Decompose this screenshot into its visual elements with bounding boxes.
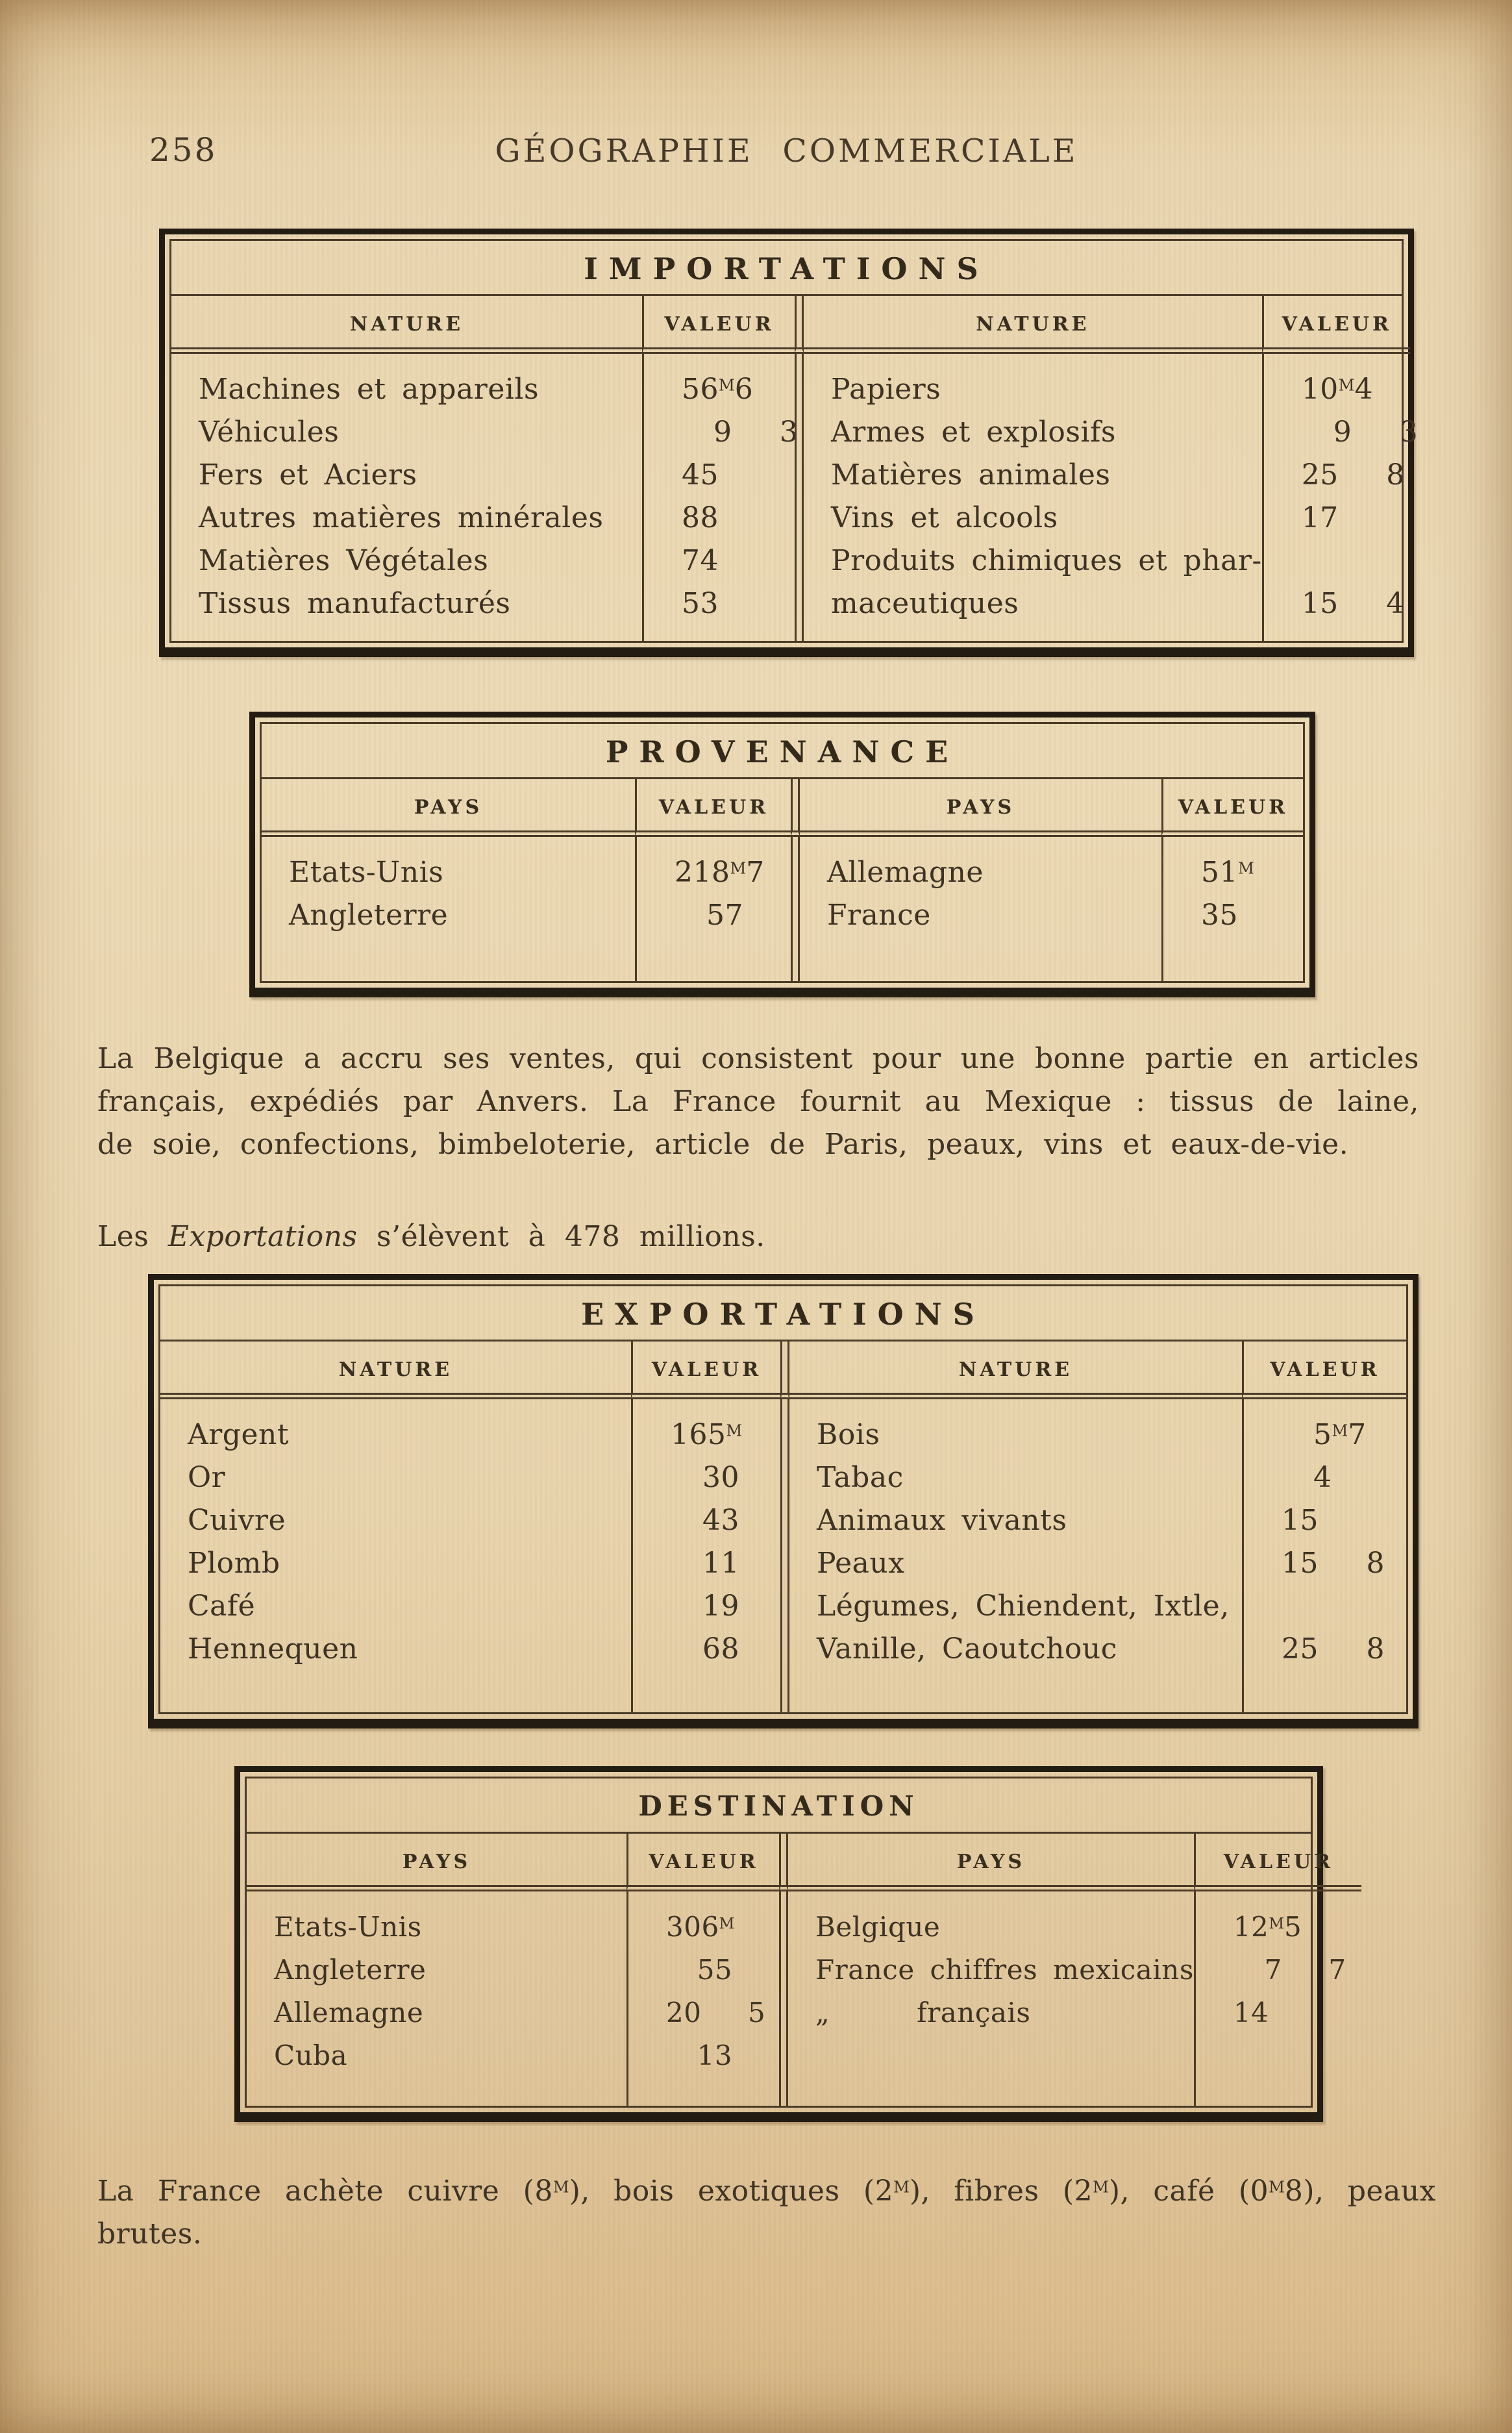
importations-table bbox=[159, 229, 1419, 657]
destination-grid bbox=[247, 1834, 1346, 2106]
table-cell: 20 5 bbox=[666, 1997, 766, 2028]
importations-title: IMPORTATIONS bbox=[171, 241, 1402, 296]
table-cell: 19 bbox=[671, 1590, 739, 1623]
paragraph-text: Les bbox=[97, 1220, 168, 1253]
table-cell: $5^M7$ bbox=[1282, 1418, 1367, 1451]
destination-right-pays-column bbox=[788, 1891, 1194, 2106]
exportations-grid bbox=[160, 1341, 1406, 1712]
table-cell: 15 4 bbox=[1301, 587, 1405, 620]
provenance-table bbox=[249, 712, 1315, 997]
table-cell: Animaux vivants bbox=[817, 1504, 1067, 1537]
table-cell: $218^M7$ bbox=[675, 856, 765, 889]
half-separator bbox=[780, 1399, 789, 1712]
provenance-left-pays-column bbox=[262, 837, 635, 981]
column-header: NATURE bbox=[160, 1341, 631, 1399]
table-cell: Armes et explosifs bbox=[831, 416, 1116, 449]
table-cell: Tissus manufacturés bbox=[199, 587, 511, 620]
table-cell: 74 bbox=[682, 544, 719, 577]
table-cell: France chiffres mexicains bbox=[815, 1954, 1194, 1986]
table-cell: 88 bbox=[682, 501, 719, 534]
table-cell: $56^M6$ bbox=[682, 373, 754, 406]
column-header: NATURE bbox=[789, 1341, 1242, 1399]
table-cell: Etats-Unis bbox=[289, 856, 444, 889]
table-cell: 30 bbox=[671, 1461, 739, 1494]
destination-right-valeur-column bbox=[1194, 1891, 1361, 2106]
column-header: PAYS bbox=[262, 779, 635, 837]
table-cell: Belgique bbox=[815, 1911, 941, 1943]
provenance-grid bbox=[262, 779, 1303, 981]
table-cell: Autres matières minérales bbox=[199, 501, 604, 534]
column-header: VALEUR bbox=[626, 1834, 779, 1891]
table-cell: 25 8 bbox=[1282, 1632, 1385, 1666]
exportations-table bbox=[148, 1274, 1419, 1728]
table-cell: $51^M$ bbox=[1201, 856, 1254, 889]
exportations-right-valeur-column bbox=[1242, 1399, 1406, 1712]
importations-right-valeur-column bbox=[1262, 354, 1419, 641]
table-cell: Angleterre bbox=[289, 899, 449, 932]
exportations-left-valeur-column bbox=[631, 1399, 780, 1712]
column-header: PAYS bbox=[800, 779, 1161, 837]
table-cell: 7 7 bbox=[1233, 1954, 1346, 1986]
provenance-title: PROVENANCE bbox=[262, 724, 1303, 779]
column-header: VALEUR bbox=[1194, 1834, 1361, 1891]
half-separator bbox=[791, 779, 800, 837]
table-cell: Produits chimiques et phar- bbox=[831, 544, 1262, 577]
provenance-left-valeur-column bbox=[635, 837, 791, 981]
column-header: NATURE bbox=[171, 296, 642, 354]
table-cell: 13 bbox=[666, 2040, 733, 2071]
column-header: VALEUR bbox=[1262, 296, 1410, 354]
importations-grid bbox=[171, 296, 1419, 641]
table-cell: $165^M$ bbox=[671, 1418, 743, 1451]
table-cell: 14 bbox=[1233, 1997, 1269, 2028]
provenance-right-pays-column bbox=[800, 837, 1161, 981]
importations-left-nature-column bbox=[171, 354, 642, 641]
table-cell: 17 bbox=[1301, 501, 1339, 534]
table-cell: 68 bbox=[671, 1632, 739, 1666]
half-separator bbox=[791, 837, 800, 981]
column-header: PAYS bbox=[788, 1834, 1194, 1891]
table-cell: Argent bbox=[188, 1418, 290, 1451]
column-header: VALEUR bbox=[642, 296, 795, 354]
table-cell: Matières animales bbox=[831, 458, 1111, 492]
half-separator bbox=[779, 1834, 788, 1891]
table-cell bbox=[1244, 1585, 1406, 1628]
table-cell: 9 3 bbox=[1301, 416, 1419, 449]
table-cell: 4 bbox=[1282, 1461, 1332, 1494]
destination-left-valeur-column bbox=[626, 1891, 779, 2106]
table-cell: Vins et alcools bbox=[831, 501, 1058, 534]
destination-table-frame bbox=[245, 1777, 1346, 2108]
paragraph-france-purchases: La France achète cuivre $(8^M)$, bois exotiques $(2^M)$, fibres $(2^M)$, café $(0^M8)$, peaux brutes. bbox=[97, 2175, 1436, 2251]
table-cell: Café bbox=[188, 1590, 256, 1623]
exportations-title: EXPORTATIONS bbox=[160, 1286, 1406, 1341]
paragraph-text: s’élèvent à 478 millions. bbox=[357, 1220, 765, 1253]
table-cell: Or bbox=[188, 1461, 226, 1494]
table-cell: 15 8 bbox=[1282, 1547, 1385, 1580]
table-cell: $12^M5$ bbox=[1233, 1911, 1302, 1943]
table-cell: Légumes, Chiendent, Ixtle, bbox=[817, 1590, 1230, 1623]
table-cell: Cuivre bbox=[188, 1504, 286, 1537]
destination-title: DESTINATION bbox=[247, 1778, 1311, 1834]
column-header: PAYS bbox=[247, 1834, 626, 1891]
table-cell: $10^M4$ bbox=[1301, 373, 1374, 406]
table-cell: Véhicules bbox=[199, 416, 340, 449]
half-separator bbox=[795, 354, 804, 641]
exportations-table-frame bbox=[158, 1284, 1408, 1714]
destination-table bbox=[234, 1766, 1346, 2122]
table-cell: Papiers bbox=[831, 373, 941, 406]
exportations-right-nature-column bbox=[789, 1399, 1242, 1712]
half-separator bbox=[779, 1891, 788, 2106]
half-separator bbox=[795, 296, 804, 354]
table-cell: Tabac bbox=[817, 1461, 904, 1494]
table-cell: Matières Végétales bbox=[199, 544, 489, 577]
running-title: GÉOGRAPHIE COMMERCIALE bbox=[495, 132, 1078, 169]
table-cell: Machines et appareils bbox=[199, 373, 539, 406]
column-header: VALEUR bbox=[631, 1341, 780, 1399]
importations-table-frame bbox=[169, 239, 1419, 643]
table-cell: 9 3 bbox=[682, 416, 799, 449]
column-header: NATURE bbox=[804, 296, 1262, 354]
table-cell: Allemagne bbox=[827, 856, 984, 889]
table-cell: 57 bbox=[675, 899, 743, 932]
table-cell: Vanille, Caoutchouc bbox=[817, 1632, 1117, 1666]
table-cell: 55 bbox=[666, 1954, 733, 1986]
table-cell: Bois bbox=[817, 1418, 880, 1451]
table-cell: Plomb bbox=[188, 1547, 280, 1580]
table-cell: maceutiques bbox=[831, 587, 1019, 620]
table-cell: Etats-Unis bbox=[274, 1911, 422, 1943]
importations-right-nature-column bbox=[804, 354, 1262, 641]
table-cell: 11 bbox=[671, 1547, 739, 1580]
column-header: VALEUR bbox=[635, 779, 791, 837]
provenance-right-valeur-column bbox=[1161, 837, 1303, 981]
table-cell: 25 8 bbox=[1301, 458, 1405, 492]
paragraph-text-italic: Exportations bbox=[167, 1220, 358, 1253]
table-cell: France bbox=[827, 899, 931, 932]
table-cell: 35 bbox=[1201, 899, 1238, 932]
half-separator bbox=[780, 1341, 789, 1399]
table-cell: Peaux bbox=[817, 1547, 905, 1580]
importations-left-valeur-column bbox=[642, 354, 799, 641]
paragraph-exports-total bbox=[97, 1216, 1419, 1258]
table-cell: Cuba bbox=[274, 2040, 348, 2071]
table-cell: „ français bbox=[815, 1997, 1031, 2028]
destination-left-pays-column bbox=[247, 1891, 626, 2106]
paragraph-belgium: La Belgique a accru ses ventes, qui consistent pour une bonne partie en articles français, expédiés par Anvers. La France fournit au Mexique : tissus de laine, de soie, confections, bimbeloterie, article de Paris, peaux, vins et eaux-de-vie. bbox=[97, 1042, 1419, 1161]
table-cell bbox=[1264, 540, 1410, 582]
table-cell: 53 bbox=[682, 587, 719, 620]
table-cell: 45 bbox=[682, 458, 719, 492]
page-number: 258 bbox=[149, 131, 217, 169]
exportations-left-nature-column bbox=[160, 1399, 631, 1712]
provenance-table-frame bbox=[260, 722, 1305, 983]
table-cell: Hennequen bbox=[188, 1632, 358, 1666]
table-cell: 43 bbox=[671, 1504, 739, 1537]
column-header: VALEUR bbox=[1242, 1341, 1406, 1399]
table-cell: Fers et Aciers bbox=[199, 458, 417, 492]
table-cell: $306^M$ bbox=[666, 1911, 735, 1943]
table-cell: 15 bbox=[1282, 1504, 1319, 1537]
table-cell: Allemagne bbox=[274, 1997, 424, 2028]
column-header: VALEUR bbox=[1161, 779, 1303, 837]
table-cell: Angleterre bbox=[274, 1954, 427, 1986]
